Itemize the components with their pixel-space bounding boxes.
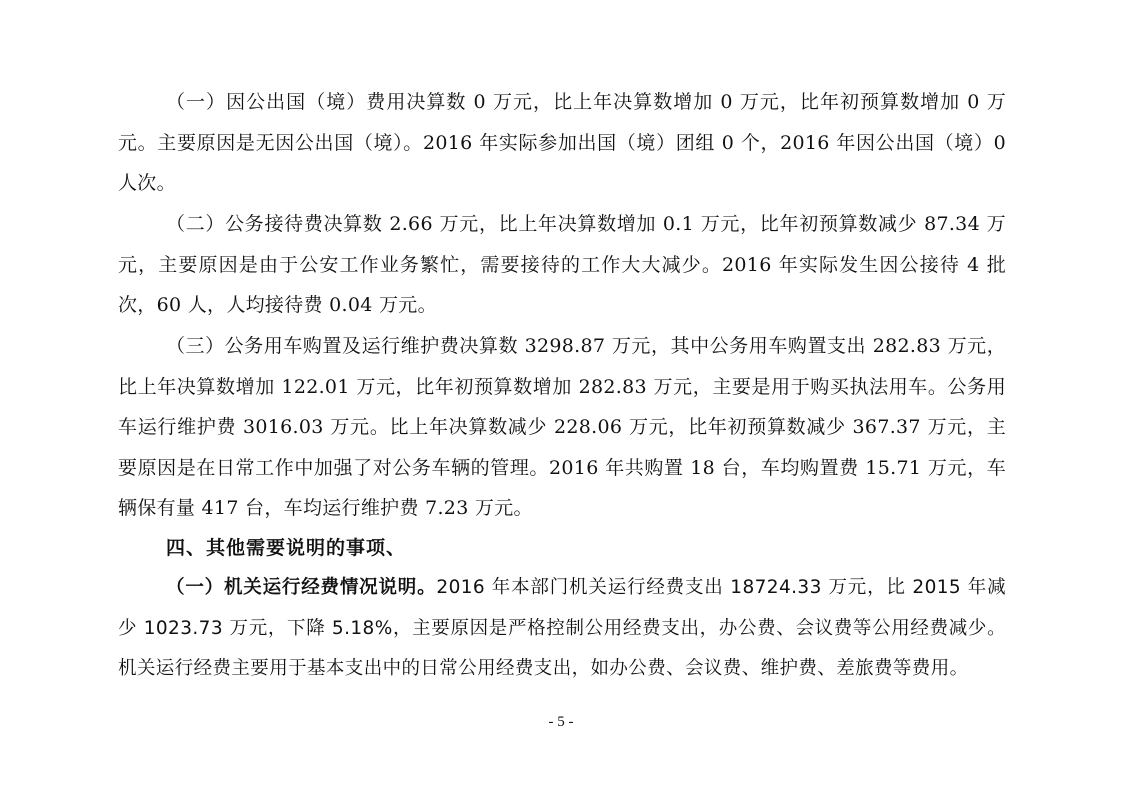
paragraph-overseas-travel-expenses: （一）因公出国（境）费用决算数 0 万元，比上年决算数增加 0 万元，比年初预算数增加 0 万元。主要原因是无因公出国（境）。2016 年实际参加出国（境）团组 0 个，2016 年因公出国（境）0 人次。 bbox=[118, 91, 1006, 194]
operating-expenses-body: 2016 年本部门机关运行经费支出 18724.33 万元，比 2015 年减少 1023.73 万元，下降 5.18%，主要原因是严格控制公用经费支出，办公费、会议费等公用经费减少。机关运行经费主要用于基本支出中的日常公用经费支出，如办公费、会议费、维护费、差旅费等费用。 bbox=[118, 577, 1006, 679]
paragraph-official-reception-expenses: （二）公务接待费决算数 2.66 万元，比上年决算数增加 0.1 万元，比年初预算数减少 87.34 万元，主要原因是由于公安工作业务繁忙，需要接待的工作大大减少。2016 年实际发生因公接待 4 批次，60 人，人均接待费 0.04 万元。 bbox=[118, 213, 1006, 316]
page-number: - 5 - bbox=[548, 714, 574, 730]
paragraph-agency-operating-expenses bbox=[118, 568, 1006, 690]
paragraph-official-vehicle-expenses: （三）公务用车购置及运行维护费决算数 3298.87 万元，其中公务用车购置支出 282.83 万元，比上年决算数增加 122.01 万元，比年初预算数增加 282.83 万元，主要是用于购买执法用车。公务用车运行维护费 3016.03 万元。比上年决算数减少 228.06 万元，比年初预算数减少 367.37 万元，主要原因是在日常工作中加强了对公务车辆的管理。2016 年共购置 18 台，车均购置费 15.71 万元，车辆保有量 417 台，车均运行维护费 7.23 万元。 bbox=[118, 335, 1006, 519]
section-heading-other-matters: 四、其他需要说明的事项、 bbox=[166, 537, 407, 559]
run-in-heading-operating-expenses: （一）机关运行经费情况说明。 bbox=[166, 577, 437, 598]
